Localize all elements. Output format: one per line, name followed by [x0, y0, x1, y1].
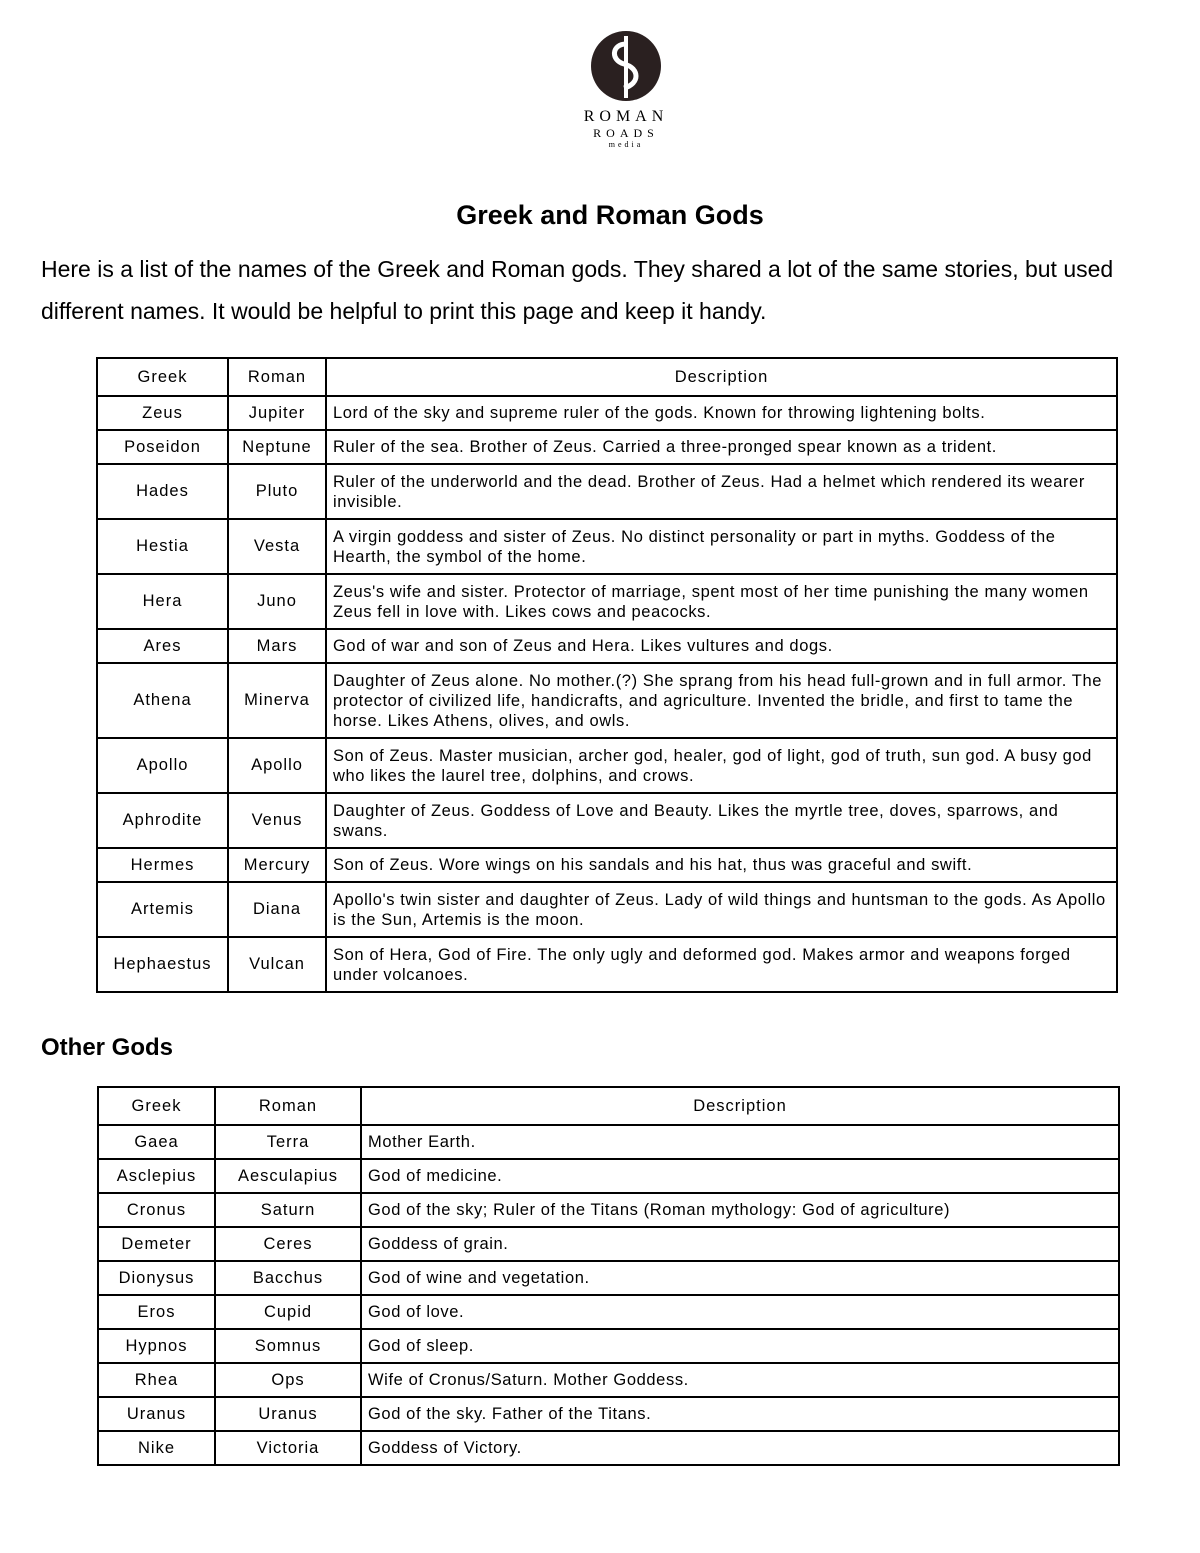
greek-name-cell: Artemis	[97, 882, 228, 937]
description-cell: Zeus's wife and sister. Protector of marriage, spent most of her time punishing the many women Zeus fell in love with. Likes cows and peacocks.	[326, 574, 1117, 629]
description-cell: Son of Zeus. Master musician, archer god, healer, god of light, god of truth, sun god. A busy god who likes the laurel tree, dolphins, and crows.	[326, 738, 1117, 793]
other-gods-heading: Other Gods	[41, 1034, 174, 1061]
table-header-row	[98, 1087, 1119, 1125]
roman-name-cell: Vulcan	[228, 937, 326, 992]
header-roman: Roman	[215, 1087, 361, 1125]
logo-line-roman: ROMAN	[583, 108, 669, 125]
logo	[576, 30, 676, 150]
table-row	[98, 1329, 1119, 1363]
description-cell: Ruler of the underworld and the dead. Brother of Zeus. Had a helmet which rendered its wearer invisible.	[326, 464, 1117, 519]
table-row	[97, 882, 1117, 937]
roman-name-cell: Victoria	[215, 1431, 361, 1465]
description-cell: Wife of Cronus/Saturn. Mother Goddess.	[361, 1363, 1119, 1397]
table-row	[98, 1295, 1119, 1329]
greek-name-cell: Dionysus	[98, 1261, 215, 1295]
roman-name-cell: Apollo	[228, 738, 326, 793]
table-row	[98, 1363, 1119, 1397]
roman-name-cell: Vesta	[228, 519, 326, 574]
description-cell: Ruler of the sea. Brother of Zeus. Carried a three-pronged spear known as a trident.	[326, 430, 1117, 464]
table-row	[98, 1159, 1119, 1193]
table-row	[98, 1227, 1119, 1261]
description-cell: Apollo's twin sister and daughter of Zeus. Lady of wild things and huntsman to the gods. As Apollo is the Sun, Artemis is the moon.	[326, 882, 1117, 937]
table-header-row	[97, 358, 1117, 396]
intro-text: Here is a list of the names of the Greek and Roman gods. They shared a lot of the same stories, but used different names. It would be helpful to print this page and keep it handy.	[41, 256, 1114, 324]
other-gods-table	[97, 1086, 1120, 1466]
table-row	[98, 1261, 1119, 1295]
description-cell: God of war and son of Zeus and Hera. Likes vultures and dogs.	[326, 629, 1117, 663]
header-description: Description	[361, 1087, 1119, 1125]
greek-name-cell: Uranus	[98, 1397, 215, 1431]
roman-name-cell: Diana	[228, 882, 326, 937]
description-cell: Mother Earth.	[361, 1125, 1119, 1159]
roman-name-cell: Neptune	[228, 430, 326, 464]
description-cell: Daughter of Zeus alone. No mother.(?) She sprang from his head full-grown and in full armor. The protector of civilized life, handicrafts, and agriculture. Invented the bridle, and first to tame the horse. Likes Athens, olives, and owls.	[326, 663, 1117, 738]
greek-name-cell: Nike	[98, 1431, 215, 1465]
greek-name-cell: Poseidon	[97, 430, 228, 464]
greek-name-cell: Hera	[97, 574, 228, 629]
roman-name-cell: Terra	[215, 1125, 361, 1159]
table-row	[98, 1431, 1119, 1465]
roman-name-cell: Somnus	[215, 1329, 361, 1363]
table-row	[97, 663, 1117, 738]
roman-name-cell: Uranus	[215, 1397, 361, 1431]
greek-name-cell: Eros	[98, 1295, 215, 1329]
greek-name-cell: Rhea	[98, 1363, 215, 1397]
roman-roads-emblem-icon	[590, 30, 662, 102]
table-row	[97, 464, 1117, 519]
description-cell: God of sleep.	[361, 1329, 1119, 1363]
roman-name-cell: Aesculapius	[215, 1159, 361, 1193]
gods-table	[96, 357, 1118, 993]
description-cell: Daughter of Zeus. Goddess of Love and Beauty. Likes the myrtle tree, doves, sparrows, and swans.	[326, 793, 1117, 848]
roman-name-cell: Ops	[215, 1363, 361, 1397]
description-cell: Son of Zeus. Wore wings on his sandals and his hat, thus was graceful and swift.	[326, 848, 1117, 882]
table-row	[97, 396, 1117, 430]
greek-name-cell: Hestia	[97, 519, 228, 574]
header-roman: Roman	[228, 358, 326, 396]
description-cell: A virgin goddess and sister of Zeus. No distinct personality or part in myths. Goddess of the Hearth, the symbol of the home.	[326, 519, 1117, 574]
header-greek: Greek	[98, 1087, 215, 1125]
logo-line-roads: ROADS	[593, 126, 659, 140]
table-row	[97, 574, 1117, 629]
description-cell: God of wine and vegetation.	[361, 1261, 1119, 1295]
greek-name-cell: Aphrodite	[97, 793, 228, 848]
roman-name-cell: Jupiter	[228, 396, 326, 430]
greek-name-cell: Athena	[97, 663, 228, 738]
greek-name-cell: Demeter	[98, 1227, 215, 1261]
table-row	[98, 1125, 1119, 1159]
table-row	[97, 738, 1117, 793]
roman-name-cell: Mars	[228, 629, 326, 663]
greek-name-cell: Gaea	[98, 1125, 215, 1159]
greek-name-cell: Hypnos	[98, 1329, 215, 1363]
description-cell: Goddess of Victory.	[361, 1431, 1119, 1465]
description-cell: God of medicine.	[361, 1159, 1119, 1193]
table-row	[97, 937, 1117, 992]
header-greek: Greek	[97, 358, 228, 396]
table-row	[97, 629, 1117, 663]
description-cell: Goddess of grain.	[361, 1227, 1119, 1261]
greek-name-cell: Ares	[97, 629, 228, 663]
table-row	[97, 430, 1117, 464]
roman-name-cell: Cupid	[215, 1295, 361, 1329]
greek-name-cell: Hades	[97, 464, 228, 519]
logo-line-media: media	[608, 140, 644, 149]
table-row	[97, 793, 1117, 848]
roman-name-cell: Juno	[228, 574, 326, 629]
roman-name-cell: Ceres	[215, 1227, 361, 1261]
page-title: Greek and Roman Gods	[456, 200, 764, 230]
roman-name-cell: Saturn	[215, 1193, 361, 1227]
description-cell: God of love.	[361, 1295, 1119, 1329]
description-cell: Lord of the sky and supreme ruler of the gods. Known for throwing lightening bolts.	[326, 396, 1117, 430]
roman-name-cell: Bacchus	[215, 1261, 361, 1295]
greek-name-cell: Hephaestus	[97, 937, 228, 992]
table-row	[97, 848, 1117, 882]
greek-name-cell: Apollo	[97, 738, 228, 793]
roman-name-cell: Venus	[228, 793, 326, 848]
greek-name-cell: Zeus	[97, 396, 228, 430]
header-description: Description	[326, 358, 1117, 396]
greek-name-cell: Cronus	[98, 1193, 215, 1227]
description-cell: God of the sky. Father of the Titans.	[361, 1397, 1119, 1431]
table-row	[98, 1193, 1119, 1227]
table-row	[98, 1397, 1119, 1431]
description-cell: God of the sky; Ruler of the Titans (Roman mythology: God of agriculture)	[361, 1193, 1119, 1227]
table-row	[97, 519, 1117, 574]
roman-name-cell: Mercury	[228, 848, 326, 882]
roman-name-cell: Pluto	[228, 464, 326, 519]
greek-name-cell: Asclepius	[98, 1159, 215, 1193]
greek-name-cell: Hermes	[97, 848, 228, 882]
roman-name-cell: Minerva	[228, 663, 326, 738]
description-cell: Son of Hera, God of Fire. The only ugly and deformed god. Makes armor and weapons forged under volcanoes.	[326, 937, 1117, 992]
